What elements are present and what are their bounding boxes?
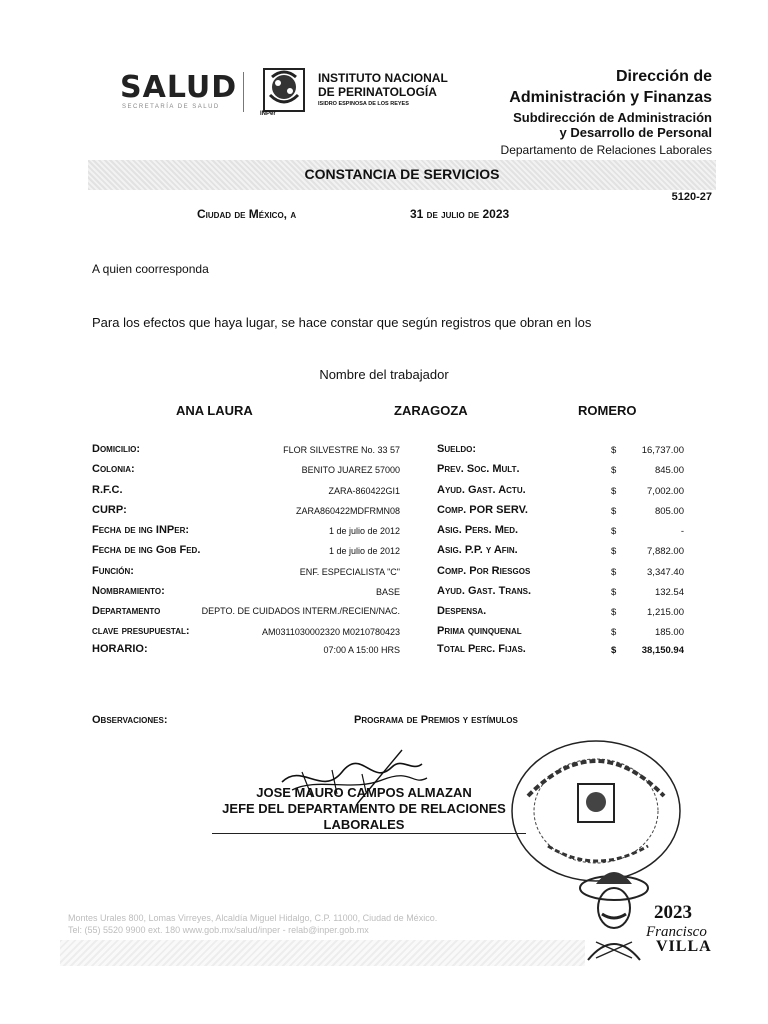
detail-label: Función:	[92, 565, 134, 577]
perception-amount: 7,882.00	[647, 546, 684, 557]
detail-label: R.F.C.	[92, 484, 123, 496]
currency-symbol: $	[611, 465, 617, 476]
perception-label: Asig. P.P. y Afin.	[437, 544, 518, 556]
detail-value: ZARA-860422GI1	[328, 486, 400, 496]
footer-pattern-band	[60, 940, 585, 966]
footer-address-line-1: Montes Urales 800, Lomas Virreyes, Alcaldía Miguel Hidalgo, C.P. 11000, Ciudad de México.	[68, 913, 438, 923]
detail-label: Departamento	[92, 605, 161, 617]
perception-label: Ayud. Gast. Trans.	[437, 585, 532, 597]
currency-symbol: $	[611, 526, 617, 537]
detail-value: AM0311030002320 M0210780423	[262, 627, 400, 637]
logo-divider	[243, 72, 244, 112]
currency-symbol: $	[611, 587, 617, 598]
currency-symbol: $	[611, 607, 617, 618]
document-code: 5120-27	[671, 191, 712, 203]
document-date: 31 de julio de 2023	[410, 207, 510, 221]
total-amount: 38,150.94	[641, 645, 684, 656]
detail-value: ZARA860422MDFRMN08	[295, 506, 400, 516]
perception-label: Comp. Por Riesgos	[437, 565, 531, 577]
institute-name-line-1: INSTITUTO NACIONAL	[318, 71, 448, 85]
villa-portrait-icon	[578, 862, 650, 962]
perception-label: Prev. Soc. Mult.	[437, 463, 520, 475]
document-title: CONSTANCIA DE SERVICIOS	[304, 166, 500, 182]
detail-value: FLOR SILVESTRE No. 33 57	[283, 445, 400, 455]
detail-value: BASE	[375, 587, 400, 597]
intro-paragraph: Para los efectos que haya lugar, se hace constar que según registros que obran en los	[92, 315, 592, 330]
villa-year: 2023	[654, 902, 692, 923]
detail-value: ENF. ESPECIALISTA "C"	[299, 567, 400, 577]
detail-label: Fecha de ing Gob Fed.	[92, 544, 201, 556]
perception-label: Asig. Pers. Med.	[437, 524, 519, 536]
institute-name-line-2: DE PERINATOLOGÍA	[318, 85, 437, 99]
salud-subtitle: SECRETARÍA DE SALUD	[122, 104, 220, 110]
currency-symbol: $	[611, 486, 617, 497]
detail-value: BENITO JUAREZ 57000	[301, 465, 400, 475]
program-label: Programa de Premios y estímulos	[354, 714, 518, 726]
salud-logo-text: SALUD	[120, 70, 238, 105]
inper-tag: INPer	[260, 111, 276, 117]
perception-amount: 132.54	[654, 587, 684, 598]
direction-title-line-2: Administración y Finanzas	[509, 89, 712, 106]
currency-symbol: $	[611, 645, 617, 656]
perception-amount: 805.00	[654, 506, 684, 517]
greeting: A quien coorresponda	[92, 262, 209, 276]
first-name: ANA LAURA	[176, 403, 253, 418]
detail-value: 1 de julio de 2012	[328, 546, 400, 556]
perception-label: Sueldo:	[437, 443, 476, 455]
currency-symbol: $	[611, 627, 617, 638]
perception-amount: 845.00	[654, 465, 684, 476]
observations-label: Observaciones:	[92, 714, 168, 726]
detail-value: DEPTO. DE CUIDADOS INTERM./RECIEN/NAC.	[201, 606, 400, 616]
department-name: Departamento de Relaciones Laborales	[500, 143, 712, 157]
detail-label: Nombramiento:	[92, 585, 165, 597]
perception-label: Prima quinquenal	[437, 625, 522, 637]
detail-label: CURP:	[92, 504, 127, 516]
perception-amount: 1,215.00	[647, 607, 684, 618]
detail-value: 1 de julio de 2012	[328, 526, 400, 536]
detail-label: HORARIO:	[92, 643, 148, 655]
currency-symbol: $	[611, 506, 617, 517]
detail-label: Colonia:	[92, 463, 135, 475]
direction-title-line-1: Dirección de	[615, 68, 712, 85]
detail-label: clave presupuestal:	[92, 625, 190, 637]
signature-line	[212, 833, 526, 834]
detail-value: 07:00 A 15:00 HRS	[323, 645, 400, 655]
perception-amount: 16,737.00	[641, 445, 684, 456]
signer-title-line-1: JEFE DEL DEPARTAMENTO DE RELACIONES	[222, 801, 506, 816]
perception-label: Despensa.	[437, 605, 487, 617]
villa-name-1: Francisco	[646, 924, 707, 940]
perception-amount: 3,347.40	[647, 567, 684, 578]
signer-name: JOSE MAURO CAMPOS ALMAZAN	[256, 785, 472, 800]
perception-label: Ayud. Gast. Actu.	[437, 484, 526, 496]
perception-amount: 7,002.00	[647, 486, 684, 497]
total-label: Total Perc. Fijas.	[437, 643, 526, 655]
currency-symbol: $	[611, 567, 617, 578]
worker-name-title: Nombre del trabajador	[319, 367, 449, 382]
subdirection-line-2: y Desarrollo de Personal	[559, 125, 712, 140]
institute-name-line-3: ISIDRO ESPINOSA DE LOS REYES	[318, 101, 409, 107]
detail-label: Fecha de ing INPer:	[92, 524, 190, 536]
detail-label: Domicilio:	[92, 443, 141, 455]
perception-amount: -	[680, 526, 684, 537]
perception-label: Comp. POR SERV.	[437, 504, 528, 516]
subdirection-line-1: Subdirección de Administración	[513, 110, 712, 125]
currency-symbol: $	[611, 445, 617, 456]
perception-amount: 185.00	[654, 627, 684, 638]
villa-name-2: VILLA	[656, 938, 712, 955]
signer-title-line-2: LABORALES	[323, 817, 405, 832]
last-name-2: ROMERO	[578, 403, 637, 418]
city-line: Ciudad de México, a	[197, 207, 297, 221]
footer-address-line-2: Tel: (55) 5520 9900 ext. 180 www.gob.mx/salud/inper - relab@inper.gob.mx	[68, 925, 369, 935]
last-name-1: ZARAGOZA	[394, 403, 468, 418]
currency-symbol: $	[611, 546, 617, 557]
